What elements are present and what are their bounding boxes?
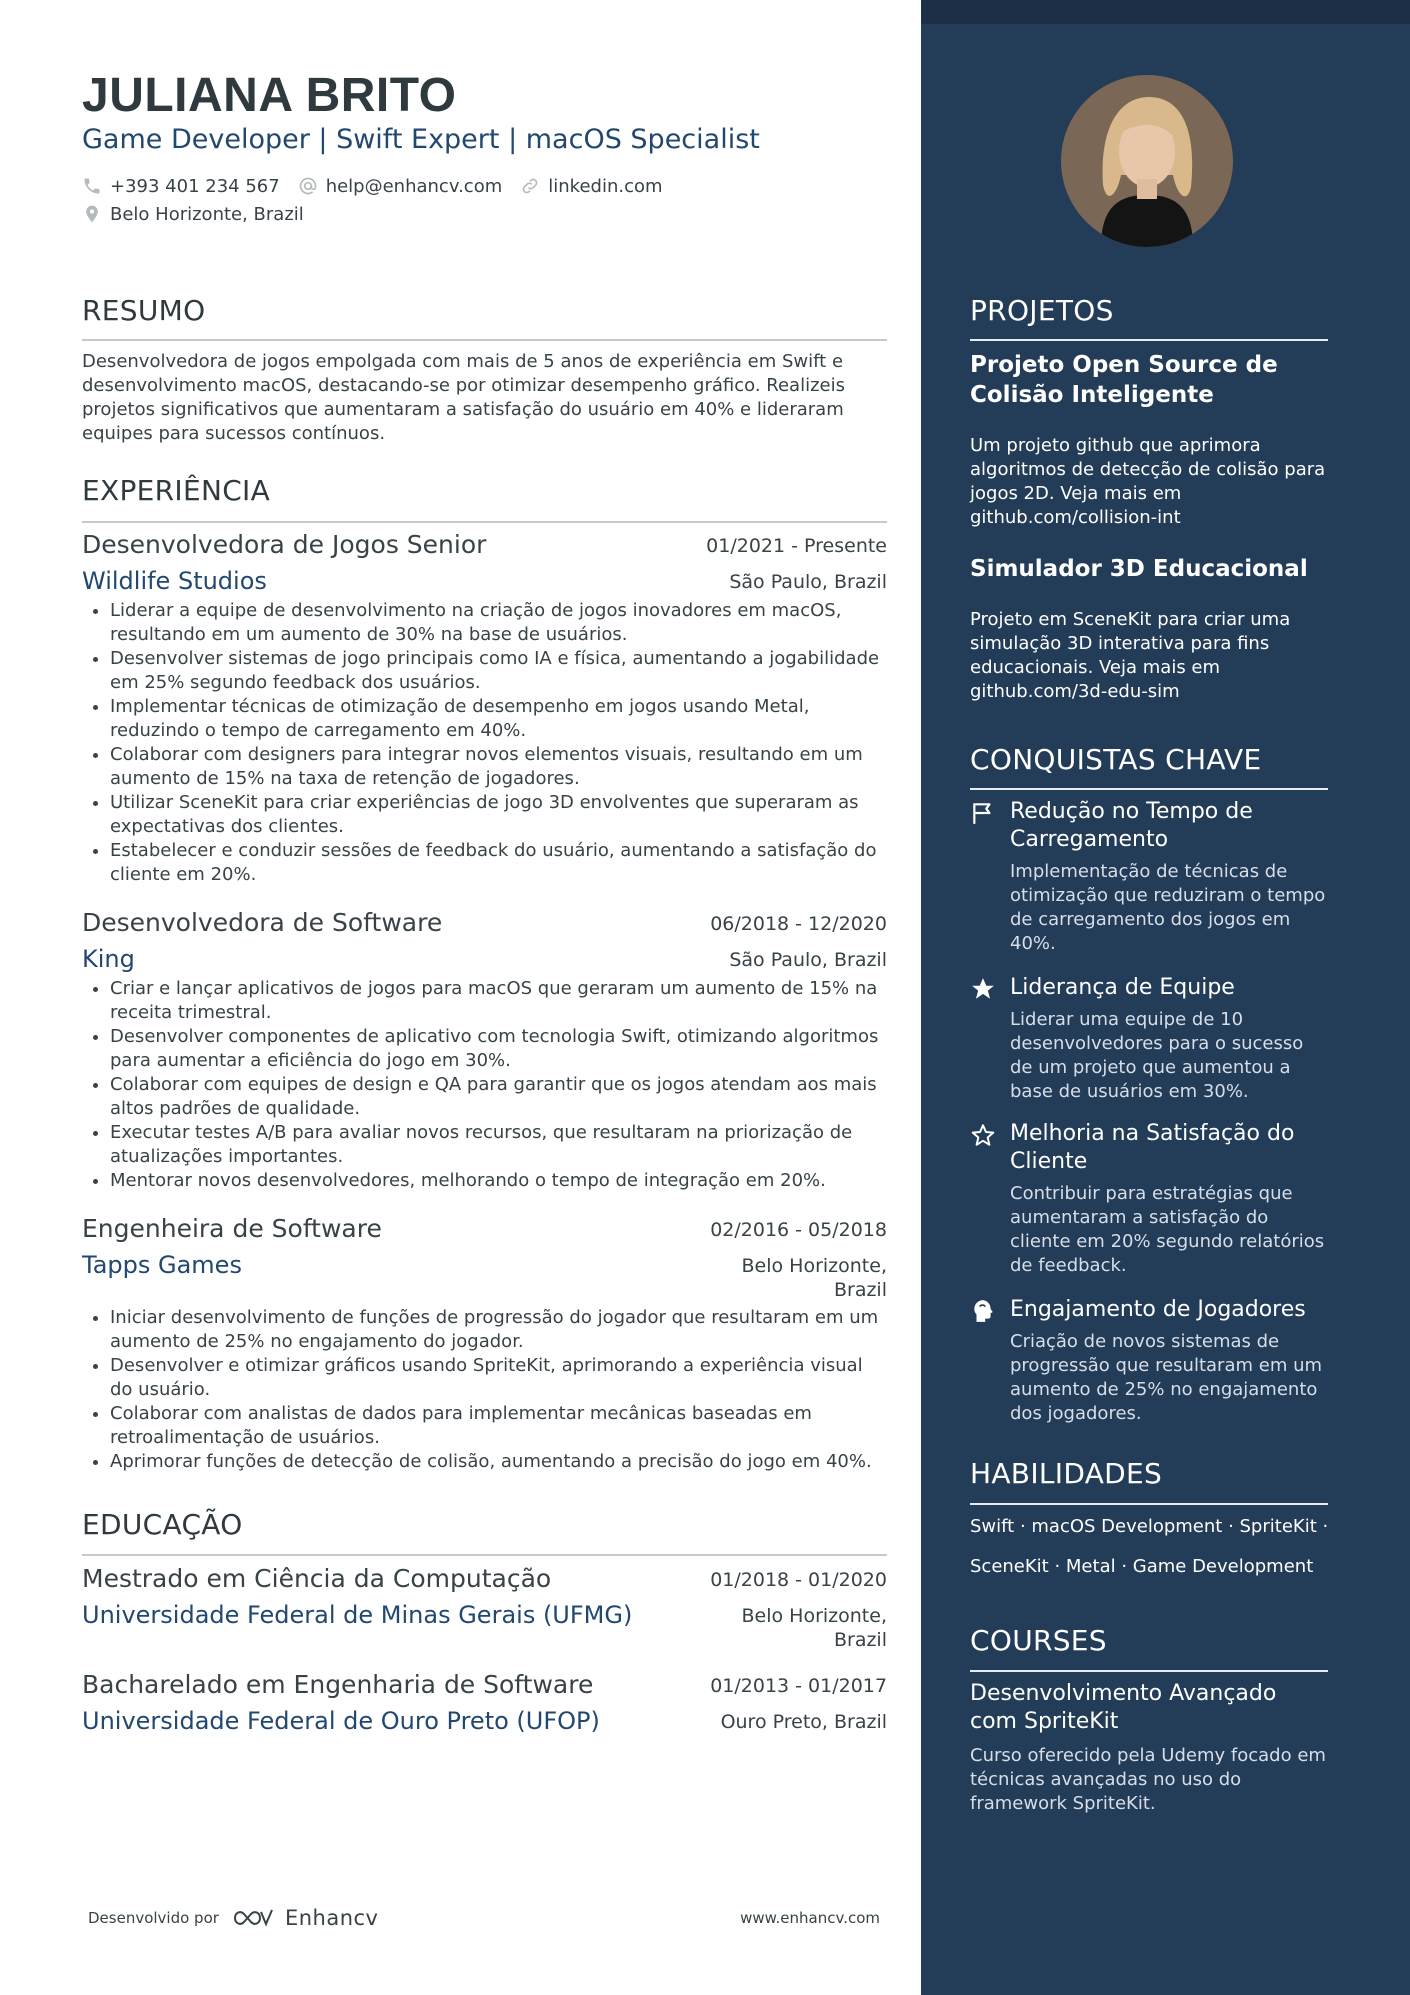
job-entry [82,908,887,1193]
phone-contact[interactable] [82,176,280,197]
course-description: Curso oferecido pela Udemy focado em técnicas avançadas no uso do framework SpriteKit. [970,1745,1326,1814]
email-text: help@enhancv.com [325,175,503,197]
achievement-description: Implementação de técnicas de otimização que reduziram o tempo de carregamento dos jogos em 40%. [1010,861,1326,954]
job-bullets [82,1306,887,1474]
list-item: • Executar testes A/B para avaliar novos recursos, que resultaram na priorização de atualizações importantes. [110,1121,887,1169]
achievement-description: Contribuir para estratégias que aumentaram a satisfação do cliente em 20% segundo relatórios de feedback. [1010,1183,1325,1276]
job-bullets [82,977,887,1193]
website-link[interactable]: www.enhancv.com [740,1909,880,1927]
summary-title: RESUMO [82,294,206,327]
enhancv-logo-icon [231,1906,277,1930]
achievement-description: Liderar uma equipe de 10 desenvolvedores para o sucesso de um projeto que aumentou a base de usuários em 30%. [1010,1009,1304,1102]
job-entry [82,530,887,887]
list-item: • Mentorar novos desenvolvedores, melhorando o tempo de integração em 20%. [110,1169,887,1193]
project-title: Simulador 3D Educacional [970,556,1308,582]
degree-title: Bacharelado em Engenharia de Software [82,1670,594,1699]
education-entry [82,1670,887,1735]
education-title: EDUCAÇÃO [82,1508,243,1541]
list-item: • Implementar técnicas de otimização de desempenho em jogos usando Metal, reduzindo o tempo de carregamento em 40%. [110,695,887,743]
job-title: Engenheira de Software [82,1214,382,1243]
sidebar-top-bar [921,0,1410,24]
list-item: • Desenvolver sistemas de jogo principais como IA e física, aumentando a jogabilidade em 25% segundo feedback dos usuários. [110,647,887,695]
job-title: Desenvolvedora de Software [82,908,443,937]
list-item: • Desenvolver e otimizar gráficos usando SpriteKit, aprimorando a experiência visual do usuário. [110,1354,887,1402]
project-description: Um projeto github que aprimora algoritmos de detecção de colisão para jogos 2D. Veja mais em github.com/collision-int [970,435,1326,528]
list-item: • Colaborar com designers para integrar novos elementos visuais, resultando em um aumento de 15% na taxa de retenção de jogadores. [110,743,887,791]
headline: Game Developer | Swift Expert | macOS Specialist [82,124,760,155]
education-dates: 01/2018 - 01/2020 [710,1569,887,1591]
list-item: • Colaborar com analistas de dados para implementar mecânicas baseadas em retroalimentação de usuários. [110,1402,887,1450]
job-dates: 06/2018 - 12/2020 [710,913,887,935]
summary-text: Desenvolvedora de jogos empolgada com mais de 5 anos de experiência em Swift e desenvolvimento macOS, destacando-se por otimizar desempenho gráfico. Realizeis projetos significativos que aumentaram a satisfação do usuário em 40% e lideraram equipes para sucessos contínuos. [82,351,845,444]
list-item: • Colaborar com equipes de design e QA para garantir que os jogos atendam aos mais altos padrões de qualidade. [110,1073,887,1121]
phone-icon [82,176,102,196]
education-entry [82,1564,887,1652]
skills-title: HABILIDADES [970,1457,1163,1490]
achievement-item [970,1296,1330,1426]
job-location: São Paulo, Brazil [729,949,887,971]
achievement-title: Redução no Tempo de Carregamento [1010,799,1253,852]
job-company: King [82,945,135,973]
list-item: • Estabelecer e conduzir sessões de feedback do usuário, aumentando a satisfação do cliente em 20%. [110,839,887,887]
project-title: Projeto Open Source de Colisão Inteligente [970,352,1278,408]
list-item: • Aprimorar funções de detecção de colisão, aumentando a precisão do jogo em 40%. [110,1450,887,1474]
avatar [1061,75,1233,247]
flag-icon [970,800,996,826]
location-pin-icon [82,204,102,224]
job-company: Wildlife Studios [82,567,267,595]
projects-divider [970,339,1328,341]
achievement-item [970,798,1330,956]
brand-name: Enhancv [284,1906,379,1930]
email-contact[interactable] [298,176,503,197]
achievement-title: Engajamento de Jogadores [1010,1297,1306,1322]
location-contact [82,204,304,225]
job-location: São Paulo, Brazil [729,571,887,593]
powered-by-text: Desenvolvido por [88,1909,219,1927]
list-item: • Liderar a equipe de desenvolvimento na criação de jogos inovadores em macOS, resultando em um aumento de 30% na base de usuários. [110,599,887,647]
education-dates: 01/2013 - 01/2017 [710,1675,887,1697]
sidebar [921,0,1410,1995]
education-location: Belo Horizonte, Brazil [741,1605,887,1651]
experience-title: EXPERIÊNCIA [82,474,271,507]
achievement-item [970,1120,1330,1278]
list-item: • Criar e lançar aplicativos de jogos para macOS que geraram um aumento de 15% na receita trimestral. [110,977,887,1025]
location-text: Belo Horizonte, Brazil [110,203,304,225]
achievement-item [970,974,1330,1104]
list-item: • Utilizar SceneKit para criar experiências de jogo 3D envolventes que superaram as expectativas dos clientes. [110,791,887,839]
phone-text: +393 401 234 567 [110,175,280,197]
list-item: • Desenvolver componentes de aplicativo com tecnologia Swift, otimizando algoritmos para aumentar a eficiência do jogo em 30%. [110,1025,887,1073]
project-description: Projeto em SceneKit para criar uma simulação 3D interativa para fins educacionais. Veja mais em github.com/3d-edu-sim [970,609,1291,702]
school-name: Universidade Federal de Ouro Preto (UFOP) [82,1707,600,1735]
link-text: linkedin.com [548,175,663,197]
education-location: Ouro Preto, Brazil [720,1711,887,1733]
job-dates: 01/2021 - Presente [706,535,887,557]
projects-title: PROJETOS [970,294,1114,327]
job-title: Desenvolvedora de Jogos Senior [82,530,487,559]
achievement-title: Liderança de Equipe [1010,975,1235,1000]
summary-divider [82,339,887,341]
star-outline-icon [970,1122,996,1148]
star-filled-icon [970,976,996,1002]
job-company: Tapps Games [82,1251,242,1279]
course-title: Desenvolvimento Avançado com SpriteKit [970,1681,1277,1734]
job-entry [82,1214,887,1474]
achievement-description: Criação de novos sistemas de progressão que resultaram em um aumento de 25% no engajamento dos jogadores. [1010,1331,1323,1424]
enhancv-logo[interactable] [231,1906,379,1930]
link-icon [520,176,540,196]
achievements-title: CONQUISTAS CHAVE [970,743,1262,776]
achievements-divider [970,788,1328,790]
school-name: Universidade Federal de Minas Gerais (UFMG) [82,1601,633,1629]
job-bullets [82,599,887,887]
degree-title: Mestrado em Ciência da Computação [82,1564,552,1593]
job-location: Belo Horizonte, Brazil [741,1255,887,1301]
job-dates: 02/2016 - 05/2018 [710,1219,887,1241]
skills-divider [970,1503,1328,1505]
contact-info [82,172,681,228]
education-divider [82,1554,887,1556]
link-contact[interactable] [520,176,662,197]
list-item: • Iniciar desenvolvimento de funções de progressão do jogador que resultaram em um aumento de 25% no engajamento do jogador. [110,1306,887,1354]
courses-title: COURSES [970,1624,1107,1657]
experience-divider [82,521,887,523]
at-icon [298,176,318,196]
head-brain-icon [970,1298,996,1324]
achievement-title: Melhoria na Satisfação do Cliente [1010,1121,1295,1174]
footer [88,1906,880,1930]
candidate-name: JULIANA BRITO [82,69,457,122]
skills-list: Swift · macOS Development · SpriteKit · SceneKit · Metal · Game Development [970,1516,1329,1577]
courses-divider [970,1670,1328,1672]
